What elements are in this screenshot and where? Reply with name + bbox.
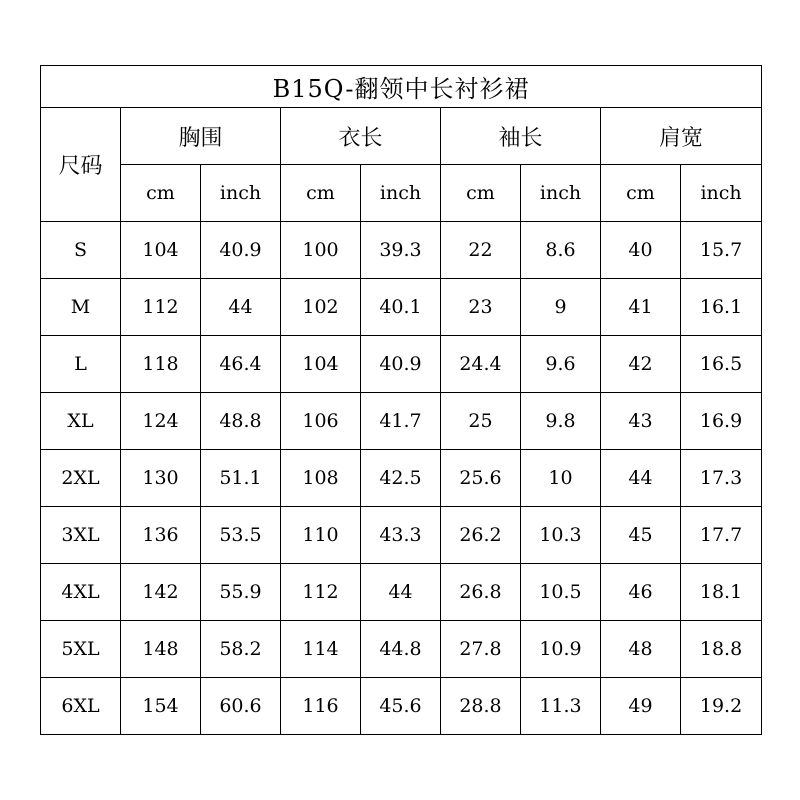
size-cell: S — [41, 222, 121, 279]
value-cell: 124 — [121, 393, 201, 450]
size-cell: 3XL — [41, 507, 121, 564]
value-cell: 130 — [121, 450, 201, 507]
value-cell: 39.3 — [361, 222, 441, 279]
unit-header-cm: cm — [121, 165, 201, 222]
group-header-chest: 胸围 — [121, 108, 281, 165]
size-cell: 2XL — [41, 450, 121, 507]
value-cell: 9.6 — [521, 336, 601, 393]
value-cell: 110 — [281, 507, 361, 564]
value-cell: 100 — [281, 222, 361, 279]
value-cell: 27.8 — [441, 621, 521, 678]
value-cell: 8.6 — [521, 222, 601, 279]
value-cell: 28.8 — [441, 678, 521, 735]
size-cell: 4XL — [41, 564, 121, 621]
value-cell: 46.4 — [201, 336, 281, 393]
value-cell: 136 — [121, 507, 201, 564]
group-header-shoulder: 肩宽 — [601, 108, 762, 165]
value-cell: 16.1 — [681, 279, 762, 336]
value-cell: 10.3 — [521, 507, 601, 564]
size-cell: XL — [41, 393, 121, 450]
unit-header-cm: cm — [601, 165, 681, 222]
value-cell: 148 — [121, 621, 201, 678]
value-cell: 44 — [361, 564, 441, 621]
value-cell: 51.1 — [201, 450, 281, 507]
unit-header-cm: cm — [281, 165, 361, 222]
table-row — [41, 279, 762, 336]
size-cell: 6XL — [41, 678, 121, 735]
value-cell: 18.1 — [681, 564, 762, 621]
table-row — [41, 393, 762, 450]
value-cell: 16.5 — [681, 336, 762, 393]
value-cell: 40.9 — [361, 336, 441, 393]
value-cell: 18.8 — [681, 621, 762, 678]
value-cell: 45.6 — [361, 678, 441, 735]
size-cell: L — [41, 336, 121, 393]
value-cell: 44 — [601, 450, 681, 507]
unit-header-inch: inch — [201, 165, 281, 222]
value-cell: 106 — [281, 393, 361, 450]
value-cell: 11.3 — [521, 678, 601, 735]
group-header-sleeve: 袖长 — [441, 108, 601, 165]
value-cell: 114 — [281, 621, 361, 678]
value-cell: 10.5 — [521, 564, 601, 621]
value-cell: 142 — [121, 564, 201, 621]
value-cell: 40.1 — [361, 279, 441, 336]
value-cell: 23 — [441, 279, 521, 336]
value-cell: 10.9 — [521, 621, 601, 678]
value-cell: 102 — [281, 279, 361, 336]
value-cell: 9 — [521, 279, 601, 336]
value-cell: 9.8 — [521, 393, 601, 450]
value-cell: 104 — [281, 336, 361, 393]
value-cell: 112 — [281, 564, 361, 621]
group-header-length: 衣长 — [281, 108, 441, 165]
table-row — [41, 336, 762, 393]
value-cell: 17.7 — [681, 507, 762, 564]
size-chart-table — [40, 65, 762, 735]
size-column-header: 尺码 — [41, 108, 121, 222]
unit-header-cm: cm — [441, 165, 521, 222]
value-cell: 108 — [281, 450, 361, 507]
value-cell: 45 — [601, 507, 681, 564]
table-row — [41, 678, 762, 735]
table-row — [41, 222, 762, 279]
value-cell: 17.3 — [681, 450, 762, 507]
value-cell: 25.6 — [441, 450, 521, 507]
value-cell: 49 — [601, 678, 681, 735]
value-cell: 41 — [601, 279, 681, 336]
value-cell: 42.5 — [361, 450, 441, 507]
value-cell: 104 — [121, 222, 201, 279]
table-row — [41, 507, 762, 564]
table-row — [41, 450, 762, 507]
value-cell: 15.7 — [681, 222, 762, 279]
table-body — [41, 222, 762, 735]
value-cell: 43 — [601, 393, 681, 450]
value-cell: 24.4 — [441, 336, 521, 393]
value-cell: 44 — [201, 279, 281, 336]
value-cell: 48 — [601, 621, 681, 678]
value-cell: 25 — [441, 393, 521, 450]
unit-header-inch: inch — [521, 165, 601, 222]
value-cell: 19.2 — [681, 678, 762, 735]
size-cell: 5XL — [41, 621, 121, 678]
value-cell: 46 — [601, 564, 681, 621]
table-row — [41, 564, 762, 621]
value-cell: 43.3 — [361, 507, 441, 564]
value-cell: 16.9 — [681, 393, 762, 450]
value-cell: 55.9 — [201, 564, 281, 621]
value-cell: 48.8 — [201, 393, 281, 450]
value-cell: 118 — [121, 336, 201, 393]
value-cell: 60.6 — [201, 678, 281, 735]
value-cell: 116 — [281, 678, 361, 735]
value-cell: 44.8 — [361, 621, 441, 678]
unit-header-inch: inch — [361, 165, 441, 222]
value-cell: 40.9 — [201, 222, 281, 279]
value-cell: 53.5 — [201, 507, 281, 564]
value-cell: 154 — [121, 678, 201, 735]
value-cell: 40 — [601, 222, 681, 279]
size-cell: M — [41, 279, 121, 336]
table-title: B15Q-翻领中长衬衫裙 — [41, 66, 762, 108]
value-cell: 42 — [601, 336, 681, 393]
value-cell: 112 — [121, 279, 201, 336]
value-cell: 26.2 — [441, 507, 521, 564]
unit-header-inch: inch — [681, 165, 762, 222]
value-cell: 41.7 — [361, 393, 441, 450]
value-cell: 58.2 — [201, 621, 281, 678]
value-cell: 26.8 — [441, 564, 521, 621]
value-cell: 10 — [521, 450, 601, 507]
value-cell: 22 — [441, 222, 521, 279]
table-row — [41, 621, 762, 678]
